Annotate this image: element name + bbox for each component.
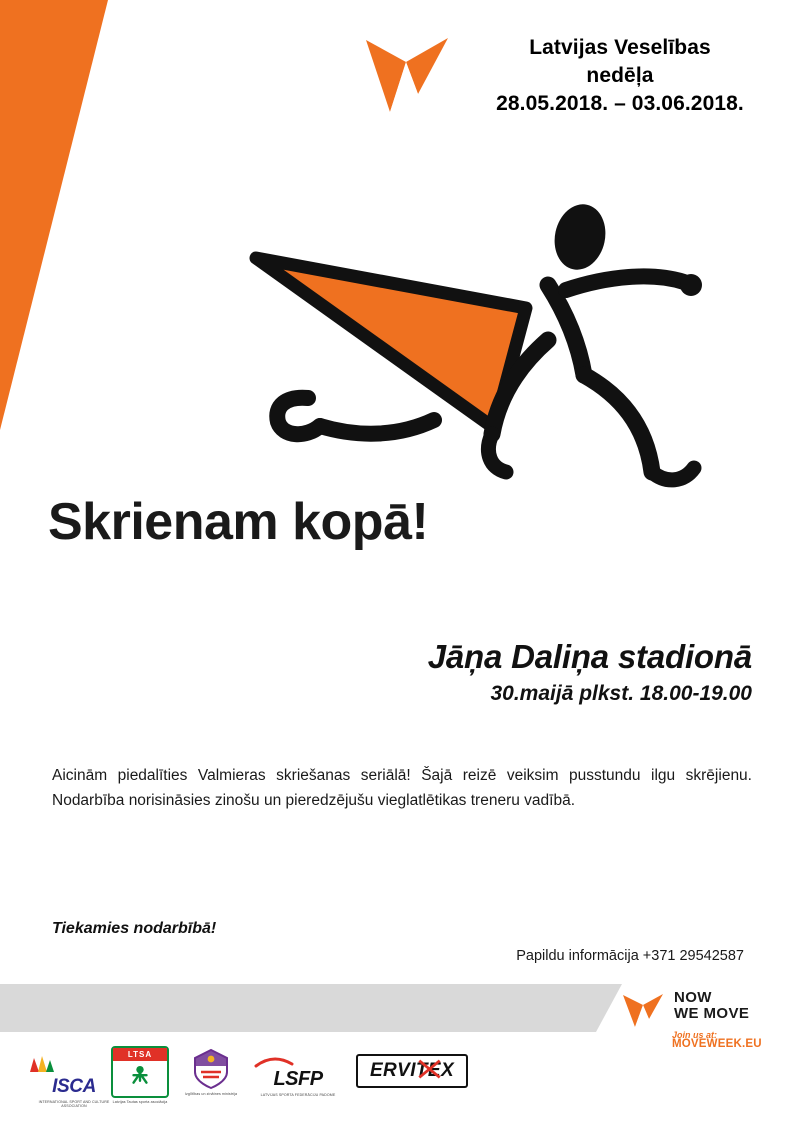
nowwemove-wordmark (674, 990, 749, 1022)
body-paragraph: Aicinām piedalīties Valmieras skriešanas seriālā! Šajā reizē veiksim pusstundu ilgu skrējienu. Nodarbība norisināsies zinošu un pieredzējušu vieglatlētikas treneru vadībā. (52, 767, 752, 810)
nowwemove-line2: WE MOVE (674, 1005, 750, 1023)
ltsa-wordmark: LTSA (113, 1048, 167, 1061)
sponsor-row (0, 1040, 800, 1120)
nowwemove-arrow-icon (348, 32, 458, 120)
venue-block (428, 638, 752, 706)
nowwemove-line1: NOW (674, 989, 712, 1006)
sponsor-lsfp (246, 1056, 350, 1097)
latvia-coat-of-arms-logo (191, 1044, 231, 1090)
header-title-block (470, 34, 770, 118)
isca-wordmark: ISCA (52, 1076, 96, 1097)
header-title-line1: Latvijas Veselības (529, 36, 711, 59)
running-figure-with-orange-arrow-icon (248, 190, 748, 500)
ministry-caption: Izglītības un zinātnes ministrija (184, 1092, 238, 1096)
moveweek-url: MOVEWEEK.EU (672, 1038, 762, 1050)
ervitex-logo (356, 1054, 468, 1088)
header-title-line2: nedēļa (586, 63, 654, 87)
ltsa-caption: Latvijas Tautas sporta asociācija (112, 1100, 168, 1104)
sponsor-ltsa (108, 1046, 172, 1104)
sponsor-ministry (172, 1044, 250, 1096)
join-us-text: Join us at: (672, 1030, 718, 1040)
lsfp-caption: LATVIJAS SPORTA FEDERĀCIJU PADOME (260, 1093, 336, 1097)
lsfp-wordmark: LSFP (273, 1068, 323, 1090)
ervitex-wordmark: ERVITEX (369, 1060, 455, 1081)
page-title: Skrienam kopā! (48, 493, 429, 551)
isca-caption: INTERNATIONAL SPORT AND CULTURE ASSOCIATION (38, 1100, 110, 1109)
venue-time: 30.maijā plkst. 18.00-19.00 (490, 682, 752, 705)
closing-line: Tiekamies nodarbībā! (52, 920, 217, 937)
lsfp-logo (246, 1056, 350, 1091)
poster-header (0, 24, 800, 144)
venue-name: Jāņa Daliņa stadionā (427, 638, 752, 675)
ltsa-logo (111, 1046, 169, 1098)
nowwemove-arrow-icon (616, 992, 668, 1030)
header-date-range: 28.05.2018. – 03.06.2018. (496, 91, 744, 115)
contact-info: Papildu informācija +371 29542587 (516, 948, 744, 964)
sponsor-ervitex (356, 1054, 468, 1088)
